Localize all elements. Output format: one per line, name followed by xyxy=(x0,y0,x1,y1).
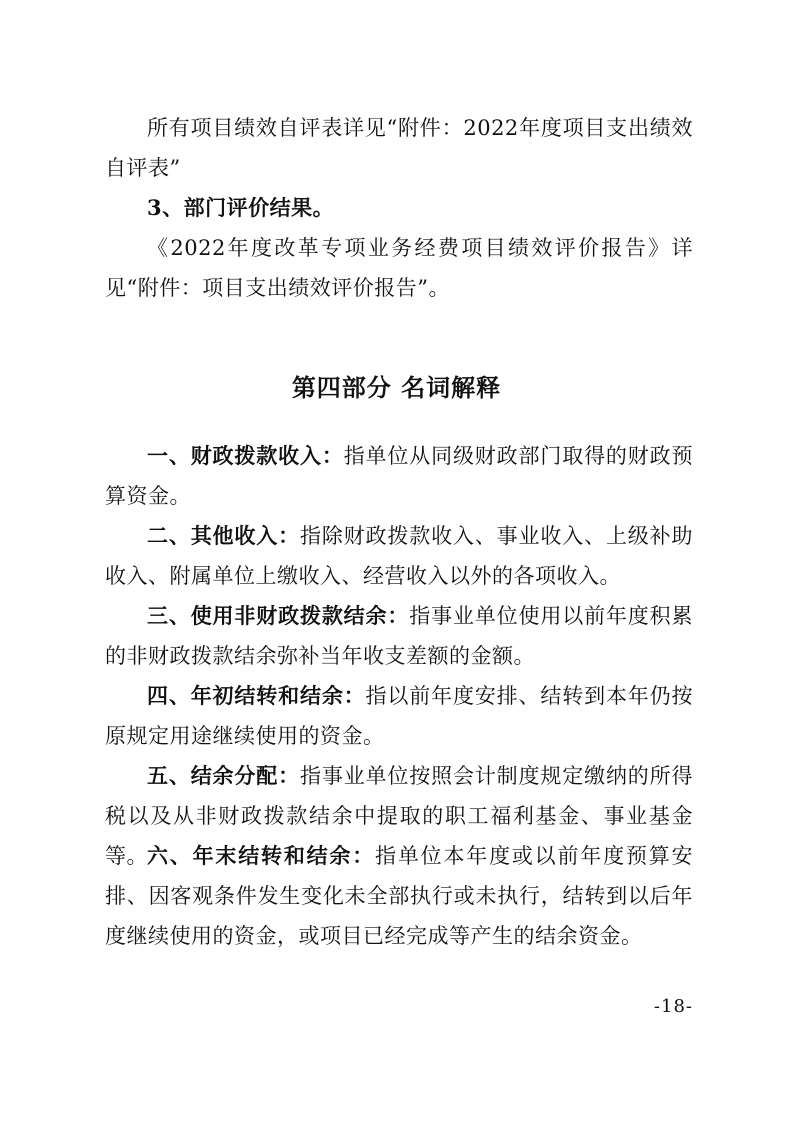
definition-term: 五、结余分配： xyxy=(147,763,300,788)
definition-item xyxy=(105,516,693,596)
section-title: 第四部分 名词解释 xyxy=(291,373,502,402)
definition-item xyxy=(105,676,693,756)
definition-text: 指以前年度安排、结转到本年仍按原规定用途继续使用的资金。 xyxy=(105,684,694,748)
definition-text: 指事业单位使用以前年度积累的非财政拨款结余弥补当年收支差额的金额。 xyxy=(105,604,693,668)
definition-term: 一、财政拨款收入： xyxy=(147,443,344,468)
definition-text: 指除财政拨款收入、事业收入、上级补助收入、附属单位上缴收入、经营收入以外的各项收入。 xyxy=(105,524,694,588)
definition-item xyxy=(105,836,693,956)
definition-term: 六、年末结转和结余： xyxy=(147,843,376,868)
definition-term: 四、年初结转和结余： xyxy=(147,683,366,708)
definition-text: 指单位从同级财政部门取得的财政预算资金。 xyxy=(105,444,693,508)
definition-item xyxy=(105,596,693,676)
page-number: -18- xyxy=(653,996,693,1017)
definition-text: 指事业单位按照会计制度规定缴纳的所得税以及从非财政拨款结余中提取的职工福利基金、事业基金等。 xyxy=(105,764,694,868)
intro-paragraph-evaluation-report: 《2022年度改革专项业务经费项目绩效评价报告》详见“附件：项目支出绩效评价报告”。 xyxy=(105,236,693,300)
definition-text: 指单位本年度或以前年度预算安排、因客观条件发生变化未全部执行或未执行，结转到以后年度继续使用的资金，或项目已经完成等产生的结余资金。 xyxy=(105,844,694,948)
definition-item xyxy=(105,436,693,516)
subheading-department-evaluation: 3、部门评价结果。 xyxy=(147,195,335,220)
definition-term: 三、使用非财政拨款结余： xyxy=(147,603,410,628)
definition-term: 二、其他收入： xyxy=(147,523,300,548)
intro-paragraph-self-evaluation: 所有项目绩效自评表详见“附件：2022年度项目支出绩效自评表” xyxy=(105,116,693,180)
